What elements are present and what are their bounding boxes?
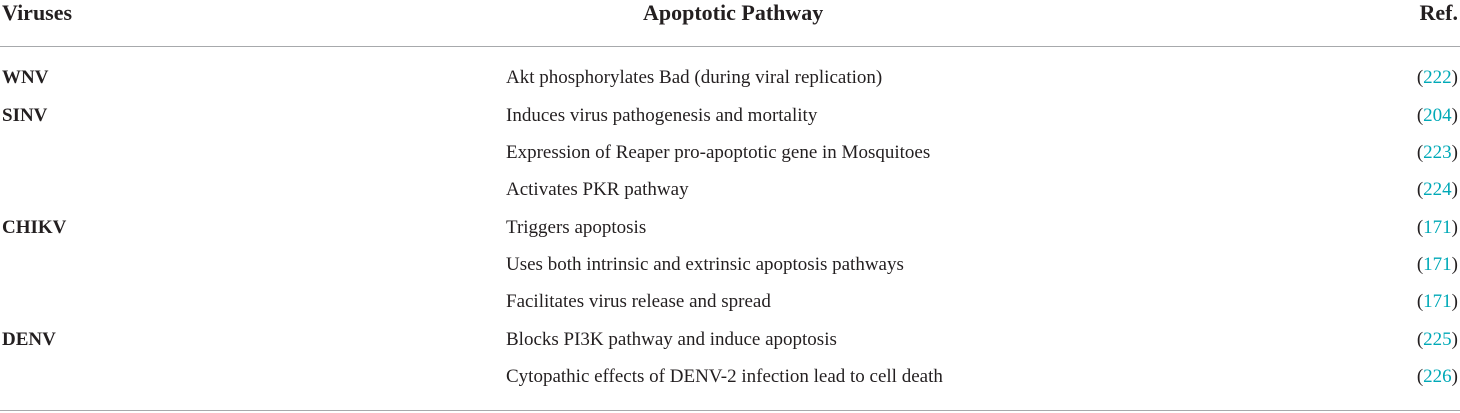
virus-cell: DENV (2, 329, 56, 350)
pathway-cell: Facilitates virus release and spread (506, 291, 771, 312)
ref-cell: (223) (1416, 142, 1458, 163)
ref-link[interactable]: 171 (1423, 254, 1452, 275)
ref-cell: (224) (1416, 179, 1458, 200)
ref-cell: (222) (1416, 67, 1458, 88)
virus-cell: SINV (2, 105, 48, 126)
ref-cell: (226) (1416, 366, 1458, 387)
pathway-cell: Triggers apoptosis (506, 217, 647, 238)
header-viruses: Viruses (2, 0, 73, 25)
ref-link[interactable]: 224 (1423, 179, 1452, 200)
table-row (0, 67, 1460, 104)
ref-link[interactable]: 204 (1423, 105, 1452, 126)
header-apoptotic-pathway: Apoptotic Pathway (643, 0, 824, 25)
ref-cell: (171) (1416, 291, 1458, 312)
table-row (0, 329, 1460, 366)
pathway-cell: Akt phosphorylates Bad (during viral replication) (506, 67, 883, 88)
pathway-cell: Expression of Reaper pro-apoptotic gene in Mosquitoes (506, 142, 931, 163)
table-row (0, 254, 1460, 291)
ref-link[interactable]: 223 (1423, 142, 1452, 163)
pathway-cell: Uses both intrinsic and extrinsic apoptosis pathways (506, 254, 904, 275)
header-divider (0, 46, 1460, 47)
table-bottom-rule (0, 410, 1460, 411)
ref-link[interactable]: 226 (1423, 366, 1452, 387)
table-row (0, 291, 1460, 328)
table-row (0, 142, 1460, 179)
table-row (0, 179, 1460, 216)
table-row (0, 366, 1460, 403)
ref-link[interactable]: 171 (1423, 217, 1452, 238)
ref-link[interactable]: 171 (1423, 291, 1452, 312)
ref-link[interactable]: 225 (1423, 329, 1452, 350)
virus-cell: WNV (2, 67, 49, 88)
ref-cell: (171) (1416, 254, 1458, 275)
ref-link[interactable]: 222 (1423, 67, 1452, 88)
pathway-cell: Cytopathic effects of DENV-2 infection lead to cell death (506, 366, 943, 387)
ref-cell: (171) (1416, 217, 1458, 238)
pathway-cell: Blocks PI3K pathway and induce apoptosis (506, 329, 837, 350)
ref-cell: (225) (1416, 329, 1458, 350)
pathway-cell: Induces virus pathogenesis and mortality (506, 105, 818, 126)
virus-cell: CHIKV (2, 217, 67, 238)
ref-cell: (204) (1416, 105, 1458, 126)
table-row (0, 217, 1460, 254)
table-header (0, 0, 1460, 46)
header-ref: Ref. (1419, 0, 1458, 25)
pathway-cell: Activates PKR pathway (506, 179, 689, 200)
table-row (0, 105, 1460, 142)
